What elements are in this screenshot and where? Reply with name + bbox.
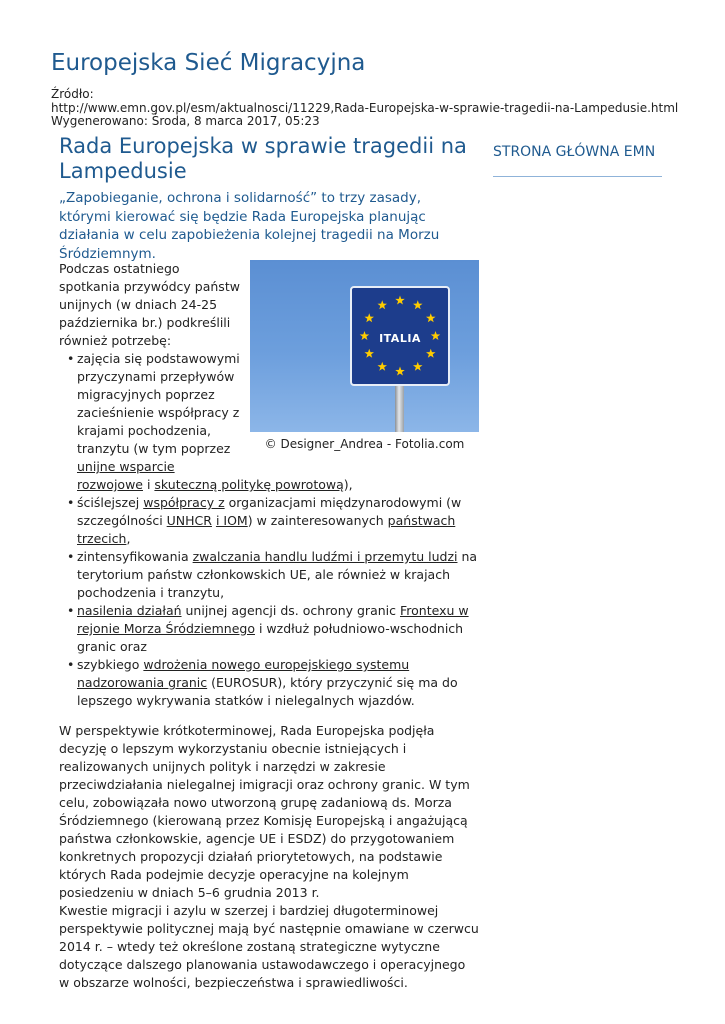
list-item-text: zajęcia się podstawowymi przyczynami przepływów migracyjnych poprzez zacieśnienie współpracy z krajami pochodzenia, tranzytu (w tym poprzez [77,351,240,456]
link-return-policy[interactable]: skuteczną politykę powrotową [154,477,344,492]
list-item-text: organizacjami międzynarodowymi (w szczególności [77,495,462,528]
article-intro: Podczas ostatniego spotkania przywódcy państw unijnych (w dniach 24-25 października br.) podkreślili również potrzebę: [59,261,240,348]
list-item-text: ściślejszej [77,495,144,510]
article-lead: „Zapobieganie, ochrona i solidarność” to trzy zasady, którymi kierować się będzie Rada Europejska planując działania w celu zapobieżenia kolejnej tragedii na Morzu Śródziemnym. [59,190,440,262]
list-item-text: na terytorium państw członkowskich UE, ale również w krajach pochodzenia i tranzytu, [77,549,478,600]
link-development-support[interactable]: unijne wsparcie rozwojowe [77,459,175,492]
eu-star-icon [413,300,423,309]
eu-star-icon [426,313,435,322]
emn-home-link[interactable]: STRONA GŁÓWNA EMN [493,144,656,160]
source-url[interactable]: http://www.emn.gov.pl/esm/aktualnosci/11229,Rada-Europejska-w-sprawie-tragedii-na-Lampedusie.html [51,100,679,115]
article-paragraph-1: W perspektywie krótkoterminowej, Rada Europejska podjęła decyzję o lepszym wykorzystaniu obecnie istniejących i realizowanych unijnych polityk i narzędzi w zakresie przeciwdziałania nielegalnej imigracji oraz ochrony granic. W tym celu, zobowiązała nowo utworzoną grupę zadaniową ds. Morza Śródziemnego (kierowaną przez Komisję Europejską i angażującą państwa członkowskie, agencje UE i ESDZ) do przygotowaniem konkretnych propozycji działań priorytetowych, na podstawie których Rada podejmie decyzje operacyjne na kolejnym posiedzeniu w dniach 5–6 grudnia 2013 r. [59,723,470,900]
list-item-text: ) w zainteresowanych [247,513,388,528]
article-paragraph-2: Kwestie migracji i azylu w szerzej i bardziej długoterminowej perspektywie politycznej mają być następnie omawiane w czerwcu 2014 r. – wtedy też określone zostaną strategiczne wytyczne dotyczące dalszego planowania ustawodawczego i operacyjnego w obszarze wolności, bezpieczeństwa i sprawiedliwości. [59,903,479,990]
list-item [69,656,479,710]
list-item-text: zintensyfikowania [77,549,193,564]
list-item [69,494,479,548]
eu-star-icon [377,300,387,309]
list-item-text: , [126,531,131,546]
site-title: Europejska Sieć Migracyjna [51,50,366,76]
article-body [59,260,479,992]
image-caption: © Designer_Andrea - Fotolia.com [264,437,465,451]
link-human-trafficking[interactable]: zwalczania handlu ludźmi i przemytu ludzi [192,549,458,564]
article-title: Rada Europejska w sprawie tragedii na Lampedusie [59,134,467,183]
link-unhcr[interactable]: UNHCR [166,513,212,528]
list-item-text: (EUROSUR), który przyczynić się ma do lepszego wykrywania statków i nielegalnych wjazdów. [77,675,458,708]
eu-star-icon [395,295,405,304]
list-item-text: unijnej agencji ds. ochrony granic [181,603,400,618]
generated-date: Wygenerowano: Środa, 8 marca 2017, 05:23 [51,114,320,128]
list-item-text: szybkiego [77,657,144,672]
sign-label: ITALIA [379,332,421,345]
list-item [69,548,479,602]
link-third-countries[interactable]: państwach trzecich [77,513,456,546]
list-item [69,350,479,494]
document-meta [51,88,678,129]
link-iom[interactable]: i IOM [215,513,248,528]
list-item-text: i wzdłuż południowo-wschodnich granic oraz [77,621,464,654]
link-frontex[interactable]: Frontexu w rejonie Morza Śródziemnego [77,603,469,636]
source-label: Źródło: [51,87,94,101]
link-cooperation[interactable]: współpracy z [143,495,225,510]
list-item [69,602,479,656]
bullet-list [59,350,479,710]
list-item-text: ), [343,477,353,492]
eu-star-icon [364,313,373,322]
link-eurosur[interactable]: wdrożenia nowego europejskiego systemu nadzorowania granic [77,657,410,690]
sidebar-divider [493,176,662,177]
link-intensify-actions[interactable]: nasilenia działań [77,603,182,618]
list-item-text: i [142,477,155,492]
